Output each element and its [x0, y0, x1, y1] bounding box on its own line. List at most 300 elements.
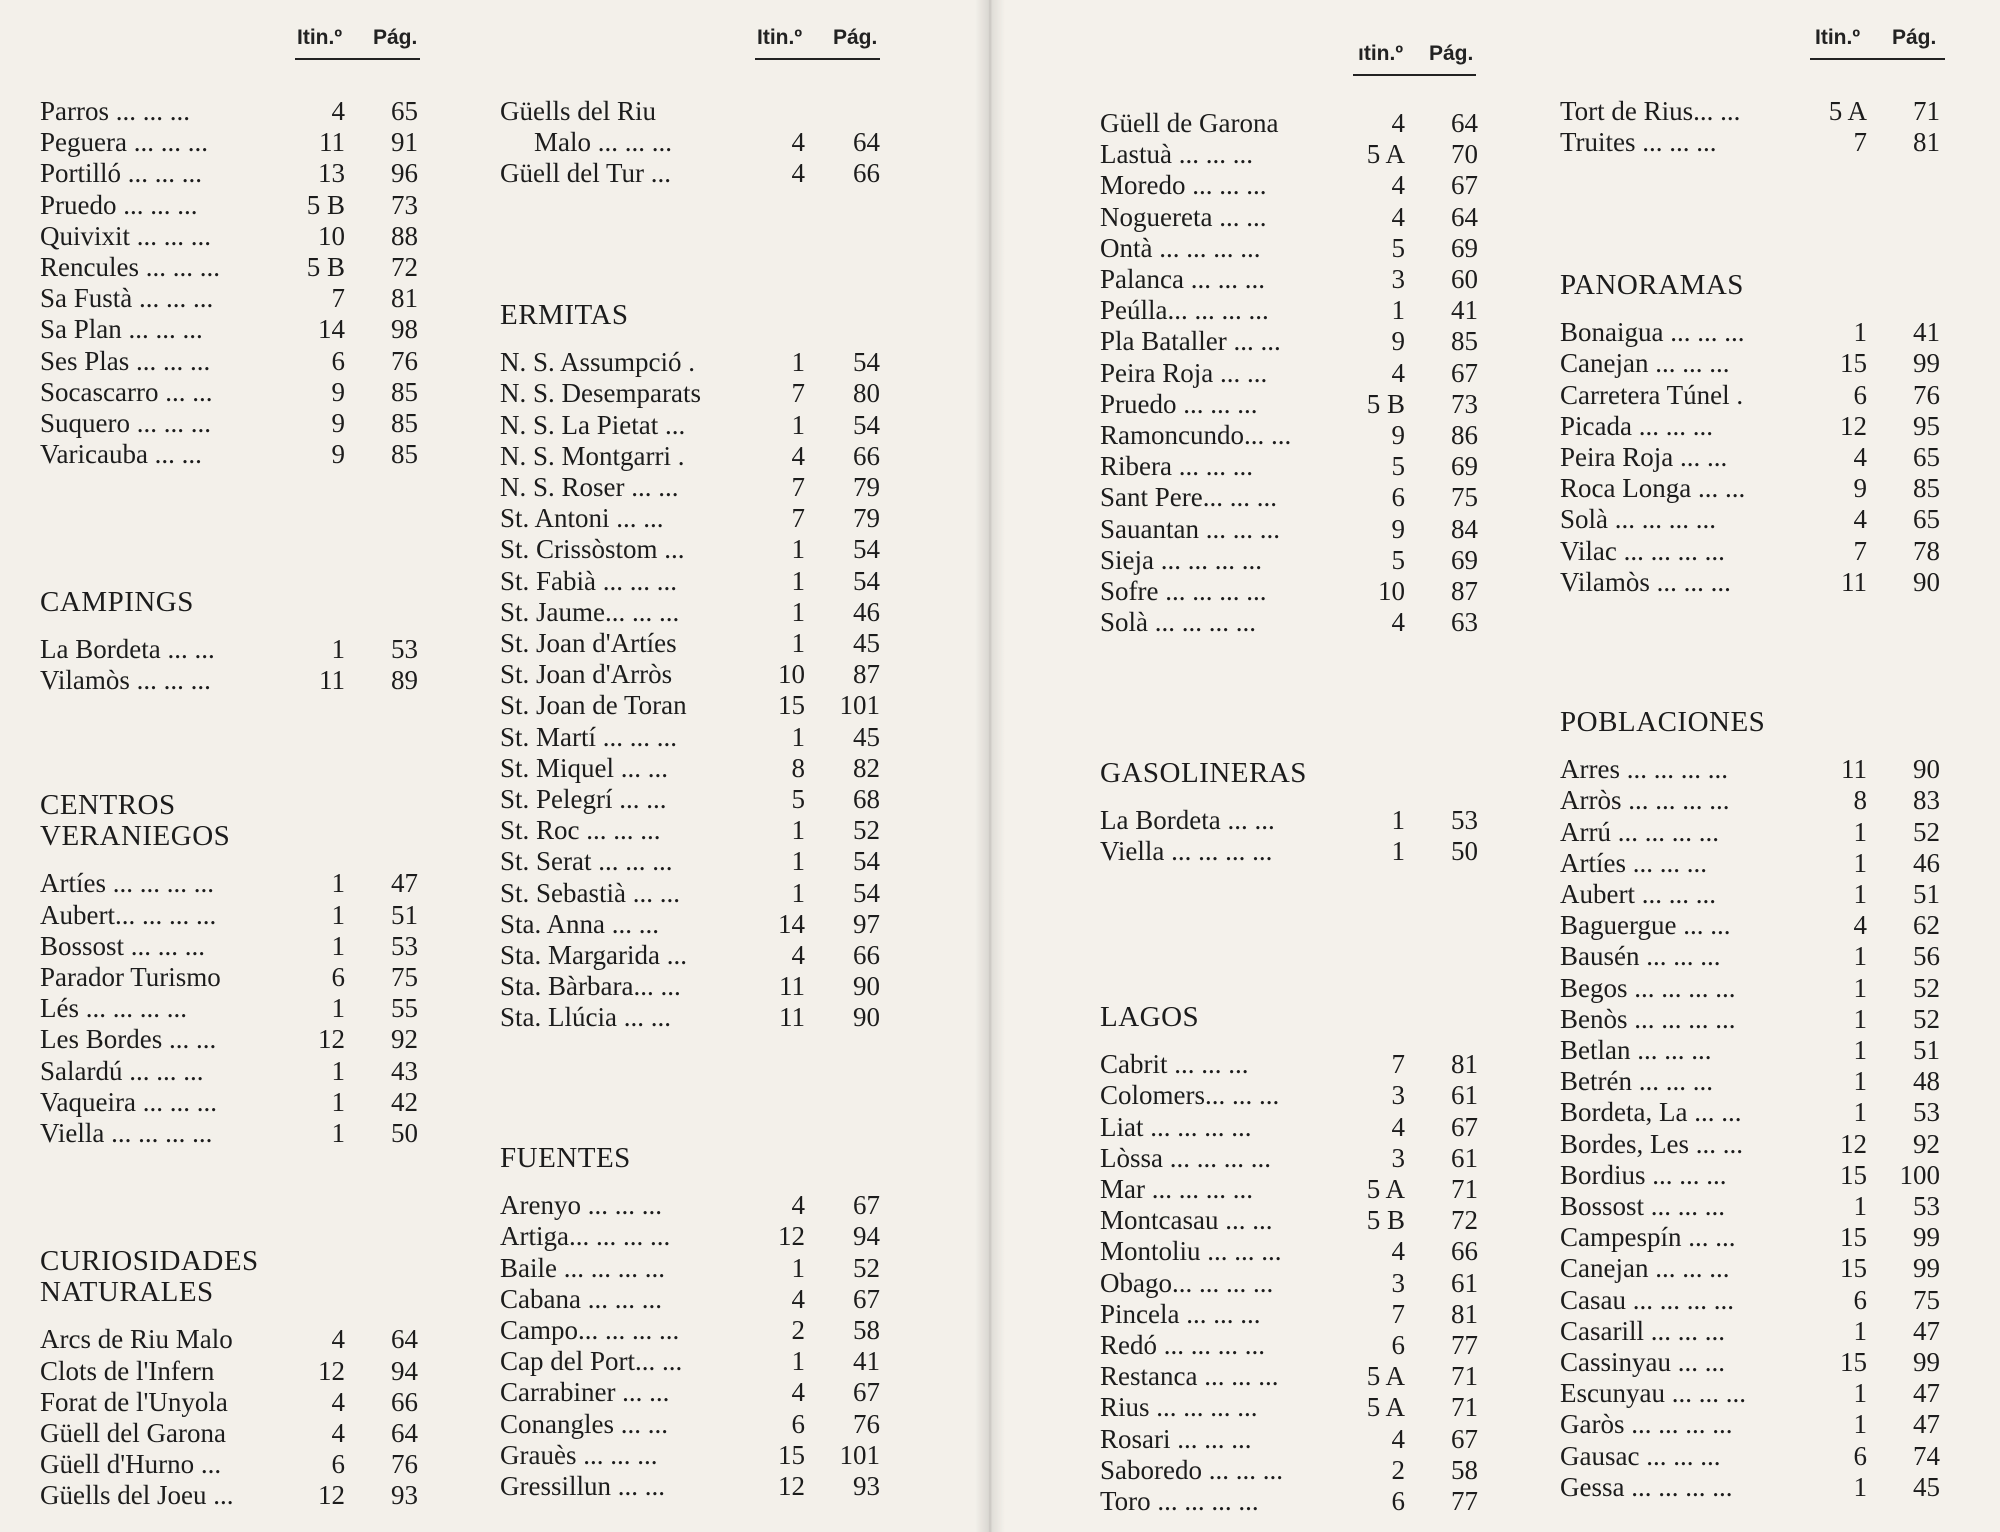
entry-name: Viella ... ... ... ... [40, 1118, 213, 1148]
index-row [40, 127, 418, 158]
page-number: 53 [1913, 1097, 1940, 1128]
index-row [500, 940, 880, 971]
page-number: 53 [391, 634, 418, 665]
itinerary-number: 11 [1841, 754, 1867, 785]
index-row [500, 784, 880, 815]
entry-name: Pla Bataller ... ... [1100, 326, 1281, 357]
entry-name: Canejan ... ... ... [1560, 348, 1730, 379]
page-number: 42 [391, 1086, 418, 1117]
entry-name: St. Antoni ... ... [500, 503, 664, 534]
entry-name: Sta. Llúcia ... ... [500, 1002, 671, 1033]
itinerary-number: 6 [331, 345, 345, 376]
index-row [1100, 1330, 1478, 1361]
entry-name: Solà ... ... ... ... [1560, 504, 1717, 535]
entry-name: Tort de Rius... ... [1560, 96, 1741, 126]
index-row [500, 566, 880, 597]
itinerary-number: 6 [1853, 1284, 1867, 1315]
page-number: 85 [1913, 473, 1940, 504]
itinerary-number: 6 [1391, 1330, 1405, 1360]
itinerary-number: 11 [779, 1002, 805, 1033]
page-number: 65 [1913, 442, 1940, 472]
entry-name: Viella ... ... ... ... [1100, 836, 1273, 867]
index-row [40, 377, 418, 408]
itinerary-number: 1 [1391, 805, 1405, 836]
entry-name: St. Joan d'Artíes [500, 628, 677, 658]
page-number: 65 [391, 96, 418, 126]
entry-name: Güells del Riu [500, 96, 656, 126]
index-row [40, 439, 418, 470]
index-row [500, 878, 880, 909]
page-number: 96 [391, 158, 418, 189]
page-number: 54 [853, 877, 880, 908]
index-row [40, 1356, 418, 1387]
entry-name: Bausén ... ... ... [1560, 941, 1721, 972]
page-number: 51 [1913, 879, 1940, 909]
itinerary-number: 1 [1853, 847, 1867, 878]
pag-header: Pág. [1892, 26, 1937, 49]
entry-name: Peúlla... ... ... ... [1100, 295, 1269, 326]
itinerary-number: 5 A [1366, 1174, 1405, 1204]
index-row [1100, 358, 1478, 389]
entry-name: Vaqueira ... ... ... [40, 1086, 217, 1117]
entry-name: Betrén ... ... ... [1560, 1066, 1713, 1097]
index-row [500, 846, 880, 877]
itinerary-number: 1 [791, 815, 805, 846]
entry-name: La Bordeta ... ... [40, 634, 215, 665]
itinerary-number: 1 [1853, 1097, 1867, 1128]
entry-name: Solà ... ... ... ... [1100, 607, 1257, 638]
entry-name: Portilló ... ... ... [40, 158, 203, 189]
page-number: 62 [1913, 910, 1940, 941]
page-number: 60 [1451, 264, 1478, 294]
index-row [500, 1346, 880, 1377]
itinerary-number: 1 [791, 721, 805, 752]
entry-name: Rius ... ... ... ... [1100, 1392, 1258, 1423]
entry-name: Sauantan ... ... ... [1100, 513, 1280, 544]
index-row [500, 1377, 880, 1408]
entry-name: Campespín ... ... [1560, 1222, 1736, 1253]
itin-header: Itin.º [297, 26, 342, 49]
itinerary-number: 2 [1391, 1454, 1405, 1485]
page-number: 77 [1451, 1330, 1478, 1360]
entry-name: Carretera Túnel . [1560, 379, 1744, 410]
itinerary-number: 15 [1840, 1159, 1867, 1190]
page-number: 66 [853, 940, 880, 970]
page-number: 93 [853, 1471, 880, 1501]
index-row [1560, 380, 1940, 411]
entry-name: Artíes ... ... ... [1560, 847, 1707, 878]
index-row [1100, 545, 1478, 576]
page-number: 75 [391, 962, 418, 992]
page-number: 54 [853, 347, 880, 378]
entry-name: Arrú ... ... ... ... [1560, 816, 1719, 847]
itinerary-number: 1 [1391, 295, 1405, 326]
itinerary-number: 6 [791, 1408, 805, 1439]
itinerary-number: 13 [318, 158, 345, 189]
itinerary-number: 5 B [1366, 388, 1405, 419]
index-row [40, 1118, 418, 1149]
entry-name: Montcasau ... ... [1100, 1205, 1273, 1236]
index-row [1560, 1097, 1940, 1128]
index-row [500, 815, 880, 846]
entry-name: Sieja ... ... ... ... [1100, 544, 1262, 575]
page-number: 71 [1451, 1174, 1478, 1204]
index-row [1100, 1392, 1478, 1423]
page-number: 80 [853, 378, 880, 409]
page-number: 83 [1913, 785, 1940, 816]
entry-name: Bordes, Les ... ... [1560, 1128, 1743, 1159]
index-row [40, 283, 418, 314]
entry-name: Ses Plas ... ... ... [40, 345, 211, 376]
itinerary-number: 5 B [1366, 1205, 1405, 1236]
page-number: 54 [853, 846, 880, 877]
itinerary-number: 15 [1840, 1347, 1867, 1377]
index-row [1100, 1080, 1478, 1111]
itinerary-number: 14 [778, 908, 805, 939]
entry-name: Lòssa ... ... ... ... [1100, 1142, 1271, 1173]
entry-name: St. Crissòstom ... [500, 534, 685, 565]
itinerary-number: 4 [791, 940, 805, 970]
entry-name: Campo... ... ... ... [500, 1315, 680, 1345]
index-row [40, 346, 418, 377]
itinerary-number: 11 [779, 971, 805, 1002]
itinerary-number: 14 [318, 314, 345, 345]
section-heading: FUENTES [500, 1142, 631, 1174]
entry-name: Pruedo ... ... ... [40, 189, 198, 220]
index-row [1560, 127, 1940, 158]
pag-header: Pág. [373, 26, 418, 49]
itinerary-number: 9 [1391, 513, 1405, 544]
itinerary-number: 4 [791, 440, 805, 471]
section-heading: LAGOS [1100, 1001, 1200, 1033]
page-number: 92 [391, 1024, 418, 1055]
entry-name: Suquero ... ... ... [40, 408, 211, 438]
itinerary-number: 1 [331, 1055, 345, 1086]
index-row [1100, 805, 1478, 836]
index-row [1100, 1361, 1478, 1392]
index-row [500, 628, 880, 659]
entry-name: St. Miquel ... ... [500, 752, 669, 783]
entry-name: Vilamòs ... ... ... [1560, 566, 1731, 597]
itinerary-number: 1 [1853, 1066, 1867, 1097]
itinerary-number: 5 [1391, 544, 1405, 575]
pag-header: Pág. [1429, 42, 1474, 65]
index-row [500, 472, 880, 503]
itinerary-number: 5 A [1366, 139, 1405, 170]
entry-name: St. Fabià ... ... ... [500, 565, 678, 596]
index-row [500, 1002, 880, 1033]
itinerary-number: 1 [791, 846, 805, 877]
itinerary-number: 1 [1853, 1315, 1867, 1346]
page-number: 67 [853, 1377, 880, 1408]
itinerary-number: 7 [1853, 127, 1867, 158]
section-heading: POBLACIONES [1560, 706, 1766, 738]
index-row [1560, 536, 1940, 567]
entry-name: Sta. Anna ... ... [500, 908, 659, 939]
page-number: 64 [853, 127, 880, 158]
index-row [500, 1409, 880, 1440]
itinerary-number: 3 [1391, 1267, 1405, 1298]
entry-name: Benòs ... ... ... ... [1560, 1003, 1736, 1034]
section-heading: ERMITAS [500, 299, 629, 331]
page-number: 61 [1451, 1142, 1478, 1173]
entry-name: Forat de l'Unyola [40, 1386, 228, 1417]
page-number: 79 [853, 503, 880, 534]
page-number: 41 [853, 1346, 880, 1377]
itinerary-number: 5 [1391, 232, 1405, 263]
itinerary-number: 1 [1853, 317, 1867, 348]
itinerary-number: 4 [1391, 1111, 1405, 1142]
section-heading: NATURALES [40, 1276, 214, 1309]
itinerary-number: 6 [331, 1449, 345, 1480]
index-row [500, 158, 880, 189]
index-row [1560, 1472, 1940, 1503]
entry-name: Sa Plan ... ... ... [40, 314, 203, 345]
index-row [500, 96, 880, 127]
page-number: 81 [1451, 1298, 1478, 1329]
index-row [1560, 941, 1940, 972]
entry-name: Begos ... ... ... ... [1560, 972, 1736, 1003]
entry-name: Pruedo ... ... ... [1100, 388, 1258, 419]
itinerary-number: 15 [1840, 1253, 1867, 1284]
index-row [1100, 1205, 1478, 1236]
page-number: 45 [853, 721, 880, 752]
itinerary-number: 12 [318, 1480, 345, 1511]
itinerary-number: 6 [1853, 1440, 1867, 1471]
index-row [1100, 482, 1478, 513]
page-number: 67 [1451, 1111, 1478, 1142]
itinerary-number: 6 [1853, 379, 1867, 410]
itinerary-number: 4 [1391, 607, 1405, 638]
page-number: 55 [391, 993, 418, 1024]
index-row [40, 190, 418, 221]
page-number: 76 [1913, 379, 1940, 410]
itinerary-number: 1 [1853, 1378, 1867, 1409]
column-header-4 [1810, 22, 1945, 60]
entry-name: Restanca ... ... ... [1100, 1361, 1279, 1392]
itinerary-number: 3 [1391, 1080, 1405, 1111]
page-number: 52 [1913, 816, 1940, 847]
page-number: 47 [1913, 1378, 1940, 1409]
entry-name: St. Jaume... ... ... [500, 596, 680, 627]
page-number: 58 [853, 1315, 880, 1345]
itinerary-number: 7 [791, 378, 805, 409]
itinerary-number: 5 B [306, 189, 345, 220]
index-row [1100, 607, 1478, 638]
index-row [500, 1221, 880, 1252]
entry-name: Bonaigua ... ... ... [1560, 317, 1745, 348]
entry-name: Ramoncundo... ... [1100, 420, 1292, 450]
itinerary-number: 10 [1378, 576, 1405, 606]
index-row [1100, 1299, 1478, 1330]
itinerary-number: 1 [1853, 941, 1867, 972]
entry-name: Cap del Port... ... [500, 1346, 683, 1377]
page-number: 67 [1451, 170, 1478, 201]
entry-name: Güell d'Hurno ... [40, 1449, 222, 1480]
itinerary-number: 4 [1391, 357, 1405, 388]
itinerary-number: 1 [1853, 1191, 1867, 1221]
index-row [1560, 1191, 1940, 1222]
itinerary-number: 1 [791, 565, 805, 596]
entry-name: N. S. Roser ... ... [500, 472, 679, 502]
itinerary-number: 3 [1391, 264, 1405, 294]
page-number: 101 [839, 1439, 880, 1470]
page-number: 47 [391, 868, 418, 899]
page-number: 68 [853, 784, 880, 814]
page-number: 64 [1451, 108, 1478, 138]
itinerary-number: 4 [331, 96, 345, 126]
index-row [40, 1449, 418, 1480]
entry-name: Redó ... ... ... ... [1100, 1330, 1265, 1360]
page-number: 70 [1451, 139, 1478, 170]
itinerary-number: 9 [1391, 420, 1405, 450]
column-header-1 [295, 22, 420, 60]
itinerary-number: 11 [1841, 566, 1867, 597]
page-number: 81 [391, 283, 418, 314]
section-heading: CAMPINGS [40, 586, 194, 618]
page-number: 61 [1451, 1267, 1478, 1298]
page-number: 46 [853, 596, 880, 627]
page-number: 69 [1451, 544, 1478, 575]
index-row [1100, 170, 1478, 201]
entry-name: Lés ... ... ... ... [40, 993, 187, 1024]
index-row [40, 1087, 418, 1118]
index-row [500, 1253, 880, 1284]
index-row [1560, 317, 1940, 348]
page-number: 51 [1913, 1035, 1940, 1065]
entry-name: Escunyau ... ... ... [1560, 1378, 1746, 1409]
entry-name: Peguera ... ... ... [40, 127, 208, 158]
page-number: 48 [1913, 1066, 1940, 1097]
entry-name: Carrabiner ... ... [500, 1377, 670, 1408]
entry-name: Ontà ... ... ... ... [1100, 232, 1261, 263]
page-number: 69 [1451, 232, 1478, 263]
index-row [40, 931, 418, 962]
entry-name: Güells del Joeu ... [40, 1480, 234, 1511]
entry-name: Casau ... ... ... ... [1560, 1284, 1734, 1315]
entry-name: Aubert... ... ... ... [40, 899, 217, 930]
index-row [1560, 785, 1940, 816]
itinerary-number: 2 [791, 1315, 805, 1345]
itinerary-number: 4 [791, 1377, 805, 1408]
itinerary-number: 10 [778, 659, 805, 690]
entry-name: Conangles ... ... [500, 1408, 668, 1439]
index-row [500, 971, 880, 1002]
page-number: 51 [391, 899, 418, 930]
page-number: 76 [391, 1449, 418, 1480]
entry-name: Güell del Tur ... [500, 158, 672, 189]
entry-name: Palanca ... ... ... [1100, 264, 1265, 294]
itinerary-number: 8 [791, 752, 805, 783]
section-heading: GASOLINERAS [1100, 757, 1307, 789]
index-row [500, 659, 880, 690]
page-number: 73 [391, 189, 418, 220]
itinerary-number: 4 [331, 1324, 345, 1355]
index-row [500, 503, 880, 534]
itinerary-number: 1 [1853, 816, 1867, 847]
itinerary-number: 4 [331, 1386, 345, 1417]
index-row [40, 1324, 418, 1355]
itinerary-number: 12 [1840, 410, 1867, 441]
itinerary-number: 7 [791, 503, 805, 534]
index-row [40, 96, 418, 127]
itinerary-number: 4 [1853, 442, 1867, 472]
page-number: 94 [391, 1355, 418, 1386]
index-row [40, 158, 418, 189]
page-number: 87 [853, 659, 880, 690]
entry-name: Colomers... ... ... [1100, 1080, 1280, 1111]
page-number: 53 [1913, 1191, 1940, 1221]
page-number: 77 [1451, 1486, 1478, 1516]
index-row [1100, 1486, 1478, 1517]
page-number: 90 [1913, 754, 1940, 785]
itinerary-number: 3 [1391, 1142, 1405, 1173]
index-row [500, 753, 880, 784]
index-row [40, 900, 418, 931]
page-number: 75 [1451, 482, 1478, 513]
index-row [1560, 1129, 1940, 1160]
itinerary-number: 4 [1391, 201, 1405, 232]
book-gutter [975, 0, 1005, 1532]
index-row [1560, 1378, 1940, 1409]
itinerary-number: 15 [778, 1439, 805, 1470]
page-number: 64 [391, 1324, 418, 1355]
page-number: 71 [1913, 96, 1940, 126]
page-number: 88 [391, 220, 418, 251]
page-number: 69 [1451, 451, 1478, 482]
itinerary-number: 9 [331, 408, 345, 438]
page-number: 73 [1451, 388, 1478, 419]
index-row [1560, 1222, 1940, 1253]
entry-name: St. Pelegrí ... ... [500, 784, 667, 814]
page-number: 61 [1451, 1080, 1478, 1111]
page-number: 90 [1913, 566, 1940, 597]
page-number: 46 [1913, 847, 1940, 878]
index-row [1560, 1316, 1940, 1347]
entry-name: N. S. Desemparats [500, 378, 701, 409]
page-number: 66 [853, 440, 880, 471]
entry-name: Gressillun ... ... [500, 1471, 665, 1501]
entry-name: Salardú ... ... ... [40, 1055, 204, 1086]
entry-name: Obago... ... ... ... [1100, 1267, 1274, 1298]
entry-name: Mar ... ... ... ... [1100, 1174, 1253, 1204]
entry-name: Aubert ... ... ... [1560, 879, 1716, 909]
index-row [1560, 1066, 1940, 1097]
page-number: 41 [1913, 317, 1940, 348]
entry-name: St. Serat ... ... ... [500, 846, 673, 877]
page-number: 100 [1899, 1159, 1940, 1190]
index-row [500, 347, 880, 378]
page-number: 99 [1913, 348, 1940, 379]
index-row [1100, 233, 1478, 264]
page-number: 43 [391, 1055, 418, 1086]
entry-name: Saboredo ... ... ... [1100, 1454, 1283, 1485]
entry-name: Quivixit ... ... ... [40, 220, 212, 251]
entry-name: Arròs ... ... ... ... [1560, 785, 1730, 816]
index-row [40, 1024, 418, 1055]
index-row [1100, 1268, 1478, 1299]
index-row [40, 1056, 418, 1087]
index-row [1560, 848, 1940, 879]
entry-name: Moredo ... ... ... [1100, 170, 1267, 201]
itinerary-number: 4 [1391, 170, 1405, 201]
index-row [1560, 1004, 1940, 1035]
index-row [1560, 473, 1940, 504]
page-number: 81 [1451, 1049, 1478, 1080]
page-number: 65 [1913, 504, 1940, 535]
index-row [40, 314, 418, 345]
entry-name: Canejan ... ... ... [1560, 1253, 1730, 1284]
